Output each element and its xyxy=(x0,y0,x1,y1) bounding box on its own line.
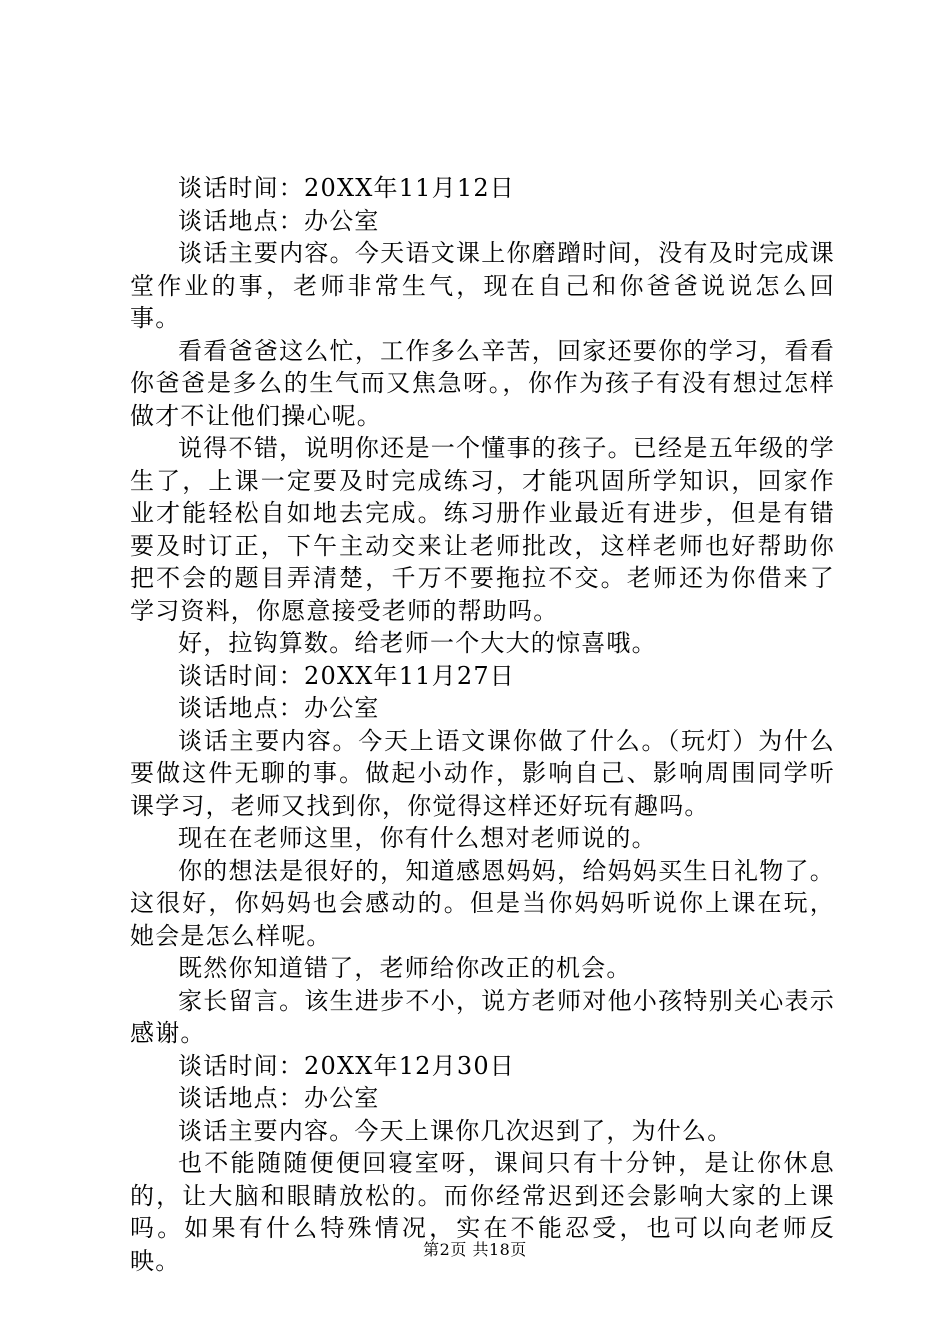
paragraph: 也不能随随便便回寝室呀，课间只有十分钟，是让你休息的，让大脑和眼睛放松的。而你经常迟到还会影响大家的上课吗。如果有什么特殊情况，实在不能忍受，也可以向老师反映。 xyxy=(130,1149,835,1275)
paragraph: 谈话地点：办公室 xyxy=(178,1084,380,1112)
paragraph: 现在在老师这里，你有什么想对老师说的。 xyxy=(178,824,657,852)
paragraph: 谈话主要内容。今天上课你几次迟到了，为什么。 xyxy=(178,1116,733,1145)
paragraph: 谈话主要内容。今天上语文课你做了什么。（玩灯）为什么要做这件无聊的事。做起小动作，影响自己、影响周围同学听课学习，老师又找到你，你觉得这样还好玩有趣吗。 xyxy=(130,726,835,820)
page-number-footer: 第2页 共18页 xyxy=(423,1240,527,1259)
paragraph: 好，拉钩算数。给老师一个大大的惊喜哦。 xyxy=(178,629,657,657)
paragraph: 谈话地点：办公室 xyxy=(178,206,380,235)
paragraph: 谈话主要内容。今天语文课上你磨蹭时间，没有及时完成课堂作业的事，老师非常生气，现在自己和你爸爸说说怎么回事。 xyxy=(130,239,835,332)
paragraph: 家长留言。该生进步不小，说方老师对他小孩特别关心表示感谢。 xyxy=(130,986,835,1047)
paragraph: 你的想法是很好的，知道感恩妈妈，给妈妈买生日礼物了。这很好，你妈妈也会感动的。但是当你妈妈听说你上课在玩，她会是怎么样呢。 xyxy=(130,856,835,950)
paragraph: 谈话地点：办公室 xyxy=(178,694,380,722)
paragraph: 看看爸爸这么忙，工作多么辛苦，回家还要你的学习，看看你爸爸是多么的生气而又焦急呀。，你作为孩子有没有想过怎样做才不让他们操心呢。 xyxy=(130,336,835,430)
document-body xyxy=(130,172,835,1277)
paragraph: 谈话时间：20XX年11月27日 xyxy=(178,661,515,690)
paragraph: 谈话时间：20XX年12月30日 xyxy=(178,1051,515,1080)
paragraph: 说得不错，说明你还是一个懂事的孩子。已经是五年级的学生了，上课一定要及时完成练习，才能巩固所学知识，回家作业才能轻松自如地去完成。练习册作业最近有进步，但是有错要及时订正，下午主动交来让老师批改，这样老师也好帮助你把不会的题目弄清楚，千万不要拖拉不交。老师还为你借来了学习资料，你愿意接受老师的帮助吗。 xyxy=(130,434,835,625)
paragraph: 既然你知道错了，老师给你改正的机会。 xyxy=(178,954,632,982)
paragraph: 谈话时间：20XX年11月12日 xyxy=(178,174,515,202)
